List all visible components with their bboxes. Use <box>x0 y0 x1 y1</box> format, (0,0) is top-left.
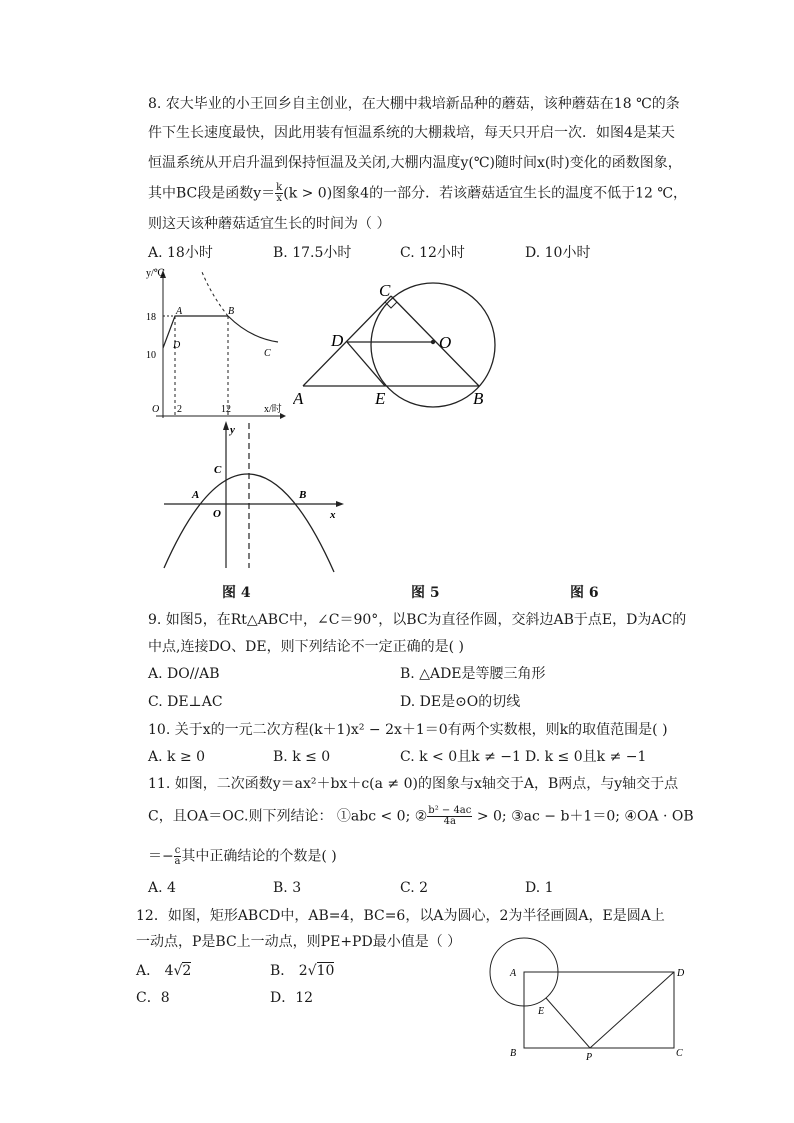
q11-frac2-den: a <box>174 856 181 867</box>
fig5-center-dot <box>431 340 435 344</box>
fig5-label-a: A <box>293 389 304 408</box>
fig4-label-o: O <box>152 404 160 415</box>
q12-line-1: 12．如图，矩形ABCD中，AB=4，BC=6，以A为圆心，2为半径画圆A，E是圆A上 <box>136 908 665 924</box>
fig4-x-label: x/时 <box>264 404 282 415</box>
fig4-tick-12: 12 <box>221 404 231 415</box>
q9-option-b: B. △ADE是等腰三角形 <box>400 666 546 682</box>
q12-option-d: D．12 <box>270 990 314 1006</box>
q8-line-4-a: 其中BC段是函数y＝ <box>148 185 276 202</box>
fig5-label-b: B <box>473 389 484 408</box>
q10-option-a: A. k ≥ 0 <box>148 749 206 765</box>
q11-option-c: C. 2 <box>400 880 429 896</box>
fig5-label-o: O <box>439 333 452 352</box>
q9-line-1: 9. 如图5，在Rt△ABC中，∠C＝90°，以BC为直径作圆，交斜边AB于点E，D为AC的 <box>148 612 687 628</box>
q9-option-d: D. DE是⊙O的切线 <box>400 694 521 710</box>
q11-line-2-b: > 0; ③ac − b＋1＝0; ④OA · OB <box>472 808 694 825</box>
q11-line-1: 11. 如图，二次函数y＝ax²＋bx＋c(a ≠ 0)的图象与x轴交于A，B两点，与y轴交于点 <box>148 776 679 792</box>
q9-option-c: C. DE⊥AC <box>148 694 223 710</box>
q11-frac1-num: b² − 4ac <box>428 805 472 816</box>
figure-4-graph <box>140 266 300 426</box>
q8-line-2: 件下生长速度最快，因此用装有恒温系统的大棚栽培，每天只开启一次．如图4是某天 <box>148 125 675 141</box>
fig6-x-arrow <box>336 501 344 507</box>
q11-frac1-den: 4a <box>443 816 456 827</box>
fig6-label-x: x <box>330 509 336 521</box>
q8-line-1: 8. 农大毕业的小王回乡自主创业，在大棚中栽培新品种的蘑菇，该种蘑菇在18 ℃的条 <box>148 96 680 112</box>
fig4-curve-dashed <box>202 272 228 316</box>
q10-option-d: D. k ≤ 0且k ≠ −1 <box>525 749 647 765</box>
q8-line-5: 则这天该种蘑菇适宜生长的时间为（ ） <box>148 216 391 232</box>
q12-option-b <box>270 961 334 981</box>
q11-option-a: A. 4 <box>148 880 176 896</box>
q10-line-1: 10. 关于x的一元二次方程(k＋1)x² − 2x＋1＝0有两个实数根，则k的取值范围是( ) <box>148 722 668 738</box>
q12-option-b-radicand: 10 <box>316 963 335 979</box>
fig5-label-d: D <box>331 331 344 350</box>
fig12-label-c: C <box>676 1048 683 1059</box>
q12-line-2: 一动点，P是BC上一动点，则PE+PD最小值是（ ） <box>136 934 462 950</box>
q12-option-a-coef: 4 <box>164 963 174 979</box>
figure-5-geometry <box>293 278 505 413</box>
q8-fraction-den: x <box>276 193 283 204</box>
fig6-label-c: C <box>214 464 222 476</box>
fig12-segment-pd <box>590 972 674 1048</box>
fig12-label-d: D <box>677 968 685 979</box>
figure-12-rectangle <box>484 936 694 1064</box>
sqrt-icon: √ <box>307 963 317 979</box>
fig5-segment-de <box>347 342 385 386</box>
fig4-tick-2: 2 <box>177 404 182 415</box>
fig12-rectangle-abcd <box>524 972 674 1048</box>
fig5-label-c: C <box>379 281 391 300</box>
sqrt-icon: √ <box>173 963 183 979</box>
fig4-y-label: y/℃ <box>146 268 165 279</box>
fig12-label-a: A <box>510 968 517 979</box>
fig12-label-b: B <box>510 1048 517 1059</box>
q8-line-3: 恒温系统从开启升温到保持恒温及关闭,大棚内温度y(℃)随时间x(时)变化的函数图象， <box>148 155 682 171</box>
q12-option-b-prefix: B． <box>270 963 295 979</box>
q9-line-2: 中点,连接DO、DE，则下列结论不一定正确的是( ) <box>148 639 464 655</box>
fig4-tick-10: 10 <box>146 350 156 361</box>
fig4-label-b: B <box>228 306 235 317</box>
q11-fraction-discriminant <box>427 806 472 827</box>
q8-option-c: C. 12小时 <box>400 245 465 261</box>
fig5-segment-cb <box>391 296 479 386</box>
q12-option-c: C．8 <box>136 990 170 1006</box>
fig12-label-p: P <box>586 1052 593 1063</box>
q12-option-a-prefix: A． <box>136 963 161 979</box>
q8-fraction-num: k <box>276 182 283 193</box>
q8-line-4-b: (k > 0)图象4的一部分．若该蘑菇适宜生长的温度不低于12 ℃， <box>283 185 688 202</box>
q11-line-3 <box>148 846 337 867</box>
q12-option-a-radicand: 2 <box>182 963 192 979</box>
caption-figure-4: 图 4 <box>222 585 251 601</box>
q11-line-3-b: 其中正确结论的个数是( ) <box>181 848 337 865</box>
fig12-label-e: E <box>538 1006 545 1017</box>
q11-option-d: D. 1 <box>525 880 554 896</box>
fig12-segment-pe <box>546 998 590 1048</box>
q8-line-4 <box>148 183 687 204</box>
fig4-label-a: A <box>176 306 183 317</box>
fig6-y-arrow <box>223 421 229 430</box>
q12-option-b-coef: 2 <box>298 963 308 979</box>
q9-option-a: A. DO//AB <box>148 666 220 682</box>
fig6-label-a: A <box>192 489 200 501</box>
fig5-label-e: E <box>375 389 386 408</box>
q8-option-d: D. 10小时 <box>525 245 591 261</box>
fig6-label-o: O <box>213 508 221 520</box>
figure-6-parabola <box>158 418 348 574</box>
fig4-label-d: D <box>173 340 181 351</box>
fig4-curve-bc <box>228 316 278 342</box>
fig6-label-b: B <box>299 489 307 501</box>
q10-option-c: C. k < 0且k ≠ −1 <box>400 749 521 765</box>
q10-option-b: B. k ≤ 0 <box>273 749 331 765</box>
caption-figure-6: 图 6 <box>570 585 599 601</box>
fig4-tick-18: 18 <box>146 312 156 323</box>
q11-option-b: B. 3 <box>273 880 302 896</box>
q11-line-3-a: ＝− <box>148 848 174 865</box>
q11-frac2-num: c <box>174 845 181 856</box>
fig6-label-y: y <box>230 424 235 436</box>
caption-figure-5: 图 5 <box>411 585 440 601</box>
q11-line-2 <box>148 806 694 827</box>
q8-option-b: B. 17.5小时 <box>273 245 352 261</box>
q12-option-a <box>136 961 191 981</box>
q8-option-a: A. 18小时 <box>148 245 213 261</box>
q11-line-2-a: C，且OA＝OC.则下列结论： ①abc < 0; ② <box>148 808 428 825</box>
fig4-label-c: C <box>264 348 271 359</box>
